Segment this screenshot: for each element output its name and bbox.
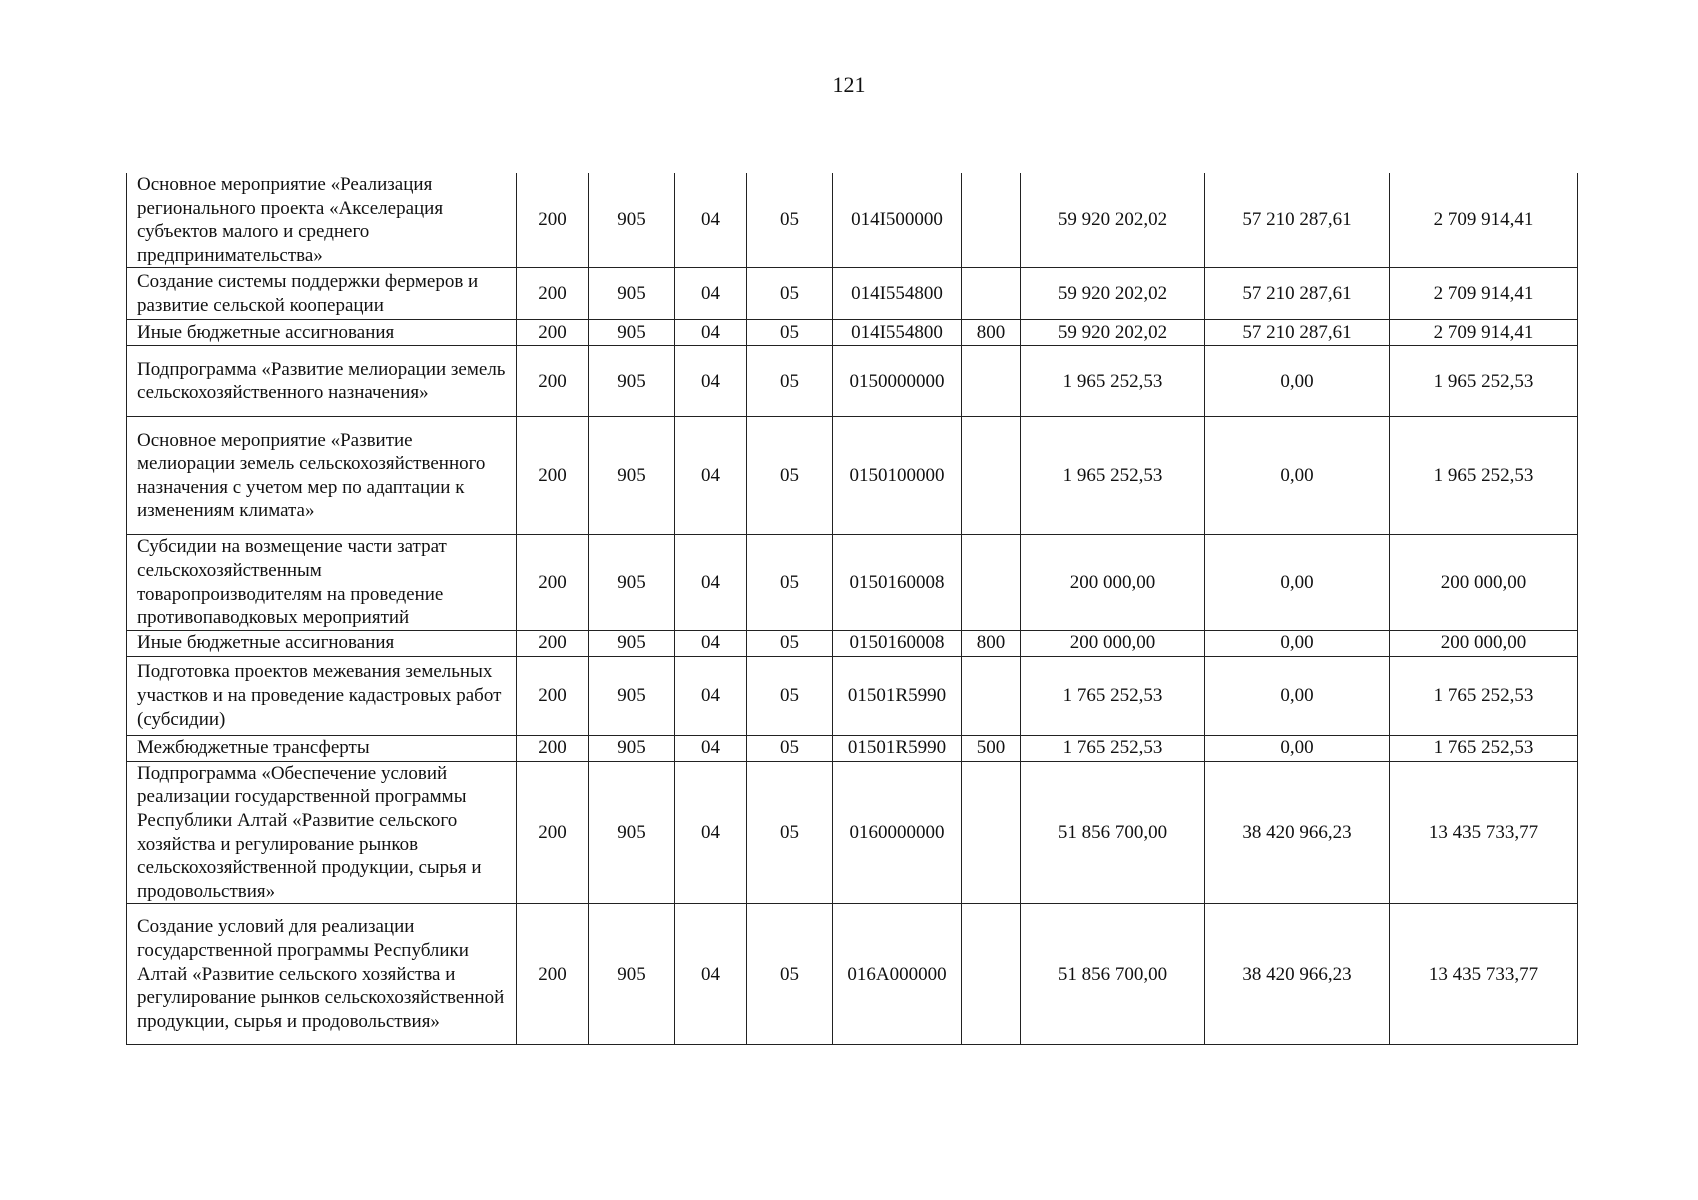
cell-amount-2: 0,00 (1205, 656, 1390, 735)
cell-c4: 05 (747, 735, 833, 761)
cell-code: 0150100000 (833, 417, 962, 535)
table-row (127, 656, 1578, 735)
cell-vr (962, 268, 1021, 320)
cell-c4: 05 (747, 656, 833, 735)
cell-c4: 05 (747, 904, 833, 1045)
cell-amount-1: 59 920 202,02 (1021, 320, 1205, 346)
page-number: 121 (832, 72, 866, 97)
cell-amount-2: 0,00 (1205, 735, 1390, 761)
cell-amount-2: 0,00 (1205, 346, 1390, 417)
cell-vr (962, 173, 1021, 268)
cell-amount-3: 1 765 252,53 (1390, 656, 1578, 735)
cell-c4: 05 (747, 346, 833, 417)
cell-amount-1: 1 765 252,53 (1021, 656, 1205, 735)
table-row (127, 904, 1578, 1045)
cell-c1: 200 (517, 904, 589, 1045)
cell-c1: 200 (517, 656, 589, 735)
cell-c4: 05 (747, 761, 833, 904)
cell-c4: 05 (747, 535, 833, 630)
cell-amount-3: 13 435 733,77 (1390, 761, 1578, 904)
cell-c3: 04 (675, 630, 747, 656)
cell-vr: 800 (962, 320, 1021, 346)
row-name: Создание условий для реализации государственной программы Республики Алтай «Развитие сельского хозяйства и регулирование рынков сельскохозяйственной продукции, сырья и продовольствия» (127, 904, 517, 1045)
table-row (127, 346, 1578, 417)
table-row (127, 173, 1578, 268)
row-name: Иные бюджетные ассигнования (127, 630, 517, 656)
cell-c1: 200 (517, 417, 589, 535)
cell-code: 016A000000 (833, 904, 962, 1045)
cell-amount-1: 1 965 252,53 (1021, 346, 1205, 417)
cell-amount-3: 2 709 914,41 (1390, 320, 1578, 346)
cell-c3: 04 (675, 346, 747, 417)
cell-vr (962, 656, 1021, 735)
cell-amount-3: 1 965 252,53 (1390, 346, 1578, 417)
cell-c2: 905 (589, 735, 675, 761)
cell-vr (962, 904, 1021, 1045)
cell-c2: 905 (589, 173, 675, 268)
cell-code: 0150160008 (833, 535, 962, 630)
cell-code: 014I500000 (833, 173, 962, 268)
cell-vr: 800 (962, 630, 1021, 656)
table-row (127, 630, 1578, 656)
cell-code: 01501R5990 (833, 735, 962, 761)
cell-c4: 05 (747, 320, 833, 346)
row-name: Подпрограмма «Обеспечение условий реализации государственной программы Республики Алтай «Развитие сельского хозяйства и регулирование рынков сельскохозяйственной продукции, сырья и продовольствия» (127, 761, 517, 904)
cell-amount-3: 1 965 252,53 (1390, 417, 1578, 535)
cell-c3: 04 (675, 173, 747, 268)
cell-c2: 905 (589, 761, 675, 904)
cell-c3: 04 (675, 904, 747, 1045)
row-name: Основное мероприятие «Реализация регионального проекта «Акселерация субъектов малого и среднего предпринимательства» (127, 173, 517, 268)
cell-code: 014I554800 (833, 320, 962, 346)
cell-c2: 905 (589, 656, 675, 735)
cell-c4: 05 (747, 268, 833, 320)
row-name: Создание системы поддержки фермеров и развитие сельской кооперации (127, 268, 517, 320)
cell-vr (962, 761, 1021, 904)
cell-amount-3: 13 435 733,77 (1390, 904, 1578, 1045)
cell-amount-2: 0,00 (1205, 630, 1390, 656)
cell-amount-1: 1 965 252,53 (1021, 417, 1205, 535)
cell-amount-2: 38 420 966,23 (1205, 904, 1390, 1045)
cell-amount-3: 200 000,00 (1390, 535, 1578, 630)
table-row (127, 535, 1578, 630)
cell-c4: 05 (747, 630, 833, 656)
cell-c1: 200 (517, 761, 589, 904)
cell-c1: 200 (517, 346, 589, 417)
cell-code: 01501R5990 (833, 656, 962, 735)
cell-vr (962, 346, 1021, 417)
cell-c2: 905 (589, 417, 675, 535)
cell-c1: 200 (517, 535, 589, 630)
cell-c4: 05 (747, 173, 833, 268)
table-row (127, 417, 1578, 535)
cell-c2: 905 (589, 346, 675, 417)
cell-c3: 04 (675, 761, 747, 904)
cell-c3: 04 (675, 417, 747, 535)
row-name: Подготовка проектов межевания земельных участков и на проведение кадастровых работ (субсидии) (127, 656, 517, 735)
cell-c2: 905 (589, 535, 675, 630)
row-name: Межбюджетные трансферты (127, 735, 517, 761)
cell-amount-2: 57 210 287,61 (1205, 320, 1390, 346)
cell-amount-1: 59 920 202,02 (1021, 173, 1205, 268)
cell-c3: 04 (675, 268, 747, 320)
cell-c3: 04 (675, 535, 747, 630)
cell-c3: 04 (675, 735, 747, 761)
cell-c2: 905 (589, 904, 675, 1045)
cell-amount-2: 0,00 (1205, 535, 1390, 630)
cell-amount-2: 38 420 966,23 (1205, 761, 1390, 904)
cell-c2: 905 (589, 630, 675, 656)
cell-c3: 04 (675, 656, 747, 735)
table-row (127, 320, 1578, 346)
row-name: Субсидии на возмещение части затрат сельскохозяйственным товаропроизводителям на проведение противопаводковых мероприятий (127, 535, 517, 630)
cell-code: 0150160008 (833, 630, 962, 656)
cell-amount-2: 57 210 287,61 (1205, 173, 1390, 268)
cell-c1: 200 (517, 320, 589, 346)
row-name: Основное мероприятие «Развитие мелиорации земель сельскохозяйственного назначения с учетом мер по адаптации к изменениям климата» (127, 417, 517, 535)
cell-amount-3: 200 000,00 (1390, 630, 1578, 656)
cell-amount-1: 51 856 700,00 (1021, 761, 1205, 904)
cell-vr (962, 417, 1021, 535)
table-row (127, 761, 1578, 904)
cell-c1: 200 (517, 173, 589, 268)
cell-amount-3: 2 709 914,41 (1390, 173, 1578, 268)
budget-table (126, 173, 1578, 1045)
cell-amount-1: 200 000,00 (1021, 535, 1205, 630)
cell-amount-3: 1 765 252,53 (1390, 735, 1578, 761)
cell-c4: 05 (747, 417, 833, 535)
cell-amount-1: 59 920 202,02 (1021, 268, 1205, 320)
cell-amount-2: 0,00 (1205, 417, 1390, 535)
row-name: Подпрограмма «Развитие мелиорации земель сельскохозяйственного назначения» (127, 346, 517, 417)
table-row (127, 268, 1578, 320)
cell-amount-1: 1 765 252,53 (1021, 735, 1205, 761)
row-name: Иные бюджетные ассигнования (127, 320, 517, 346)
cell-c2: 905 (589, 320, 675, 346)
cell-amount-3: 2 709 914,41 (1390, 268, 1578, 320)
cell-amount-1: 200 000,00 (1021, 630, 1205, 656)
cell-c2: 905 (589, 268, 675, 320)
cell-amount-1: 51 856 700,00 (1021, 904, 1205, 1045)
cell-amount-2: 57 210 287,61 (1205, 268, 1390, 320)
cell-c1: 200 (517, 735, 589, 761)
cell-c3: 04 (675, 320, 747, 346)
cell-c1: 200 (517, 268, 589, 320)
cell-code: 0160000000 (833, 761, 962, 904)
cell-vr: 500 (962, 735, 1021, 761)
cell-vr (962, 535, 1021, 630)
cell-code: 0150000000 (833, 346, 962, 417)
cell-code: 014I554800 (833, 268, 962, 320)
cell-c1: 200 (517, 630, 589, 656)
table-row (127, 735, 1578, 761)
